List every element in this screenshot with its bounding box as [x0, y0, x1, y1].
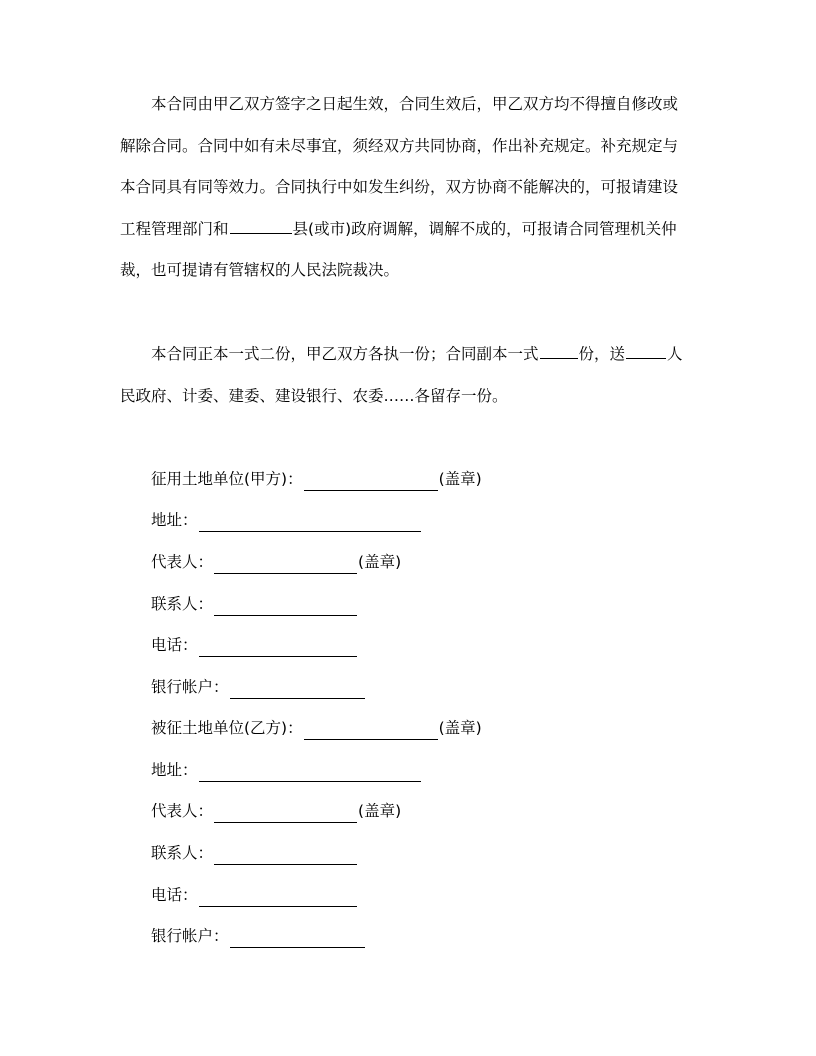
party-a-bank-label: 银行帐户：	[151, 678, 229, 696]
paragraph-line	[120, 334, 696, 376]
party-b-rep-seal-label: (盖章)	[358, 802, 402, 820]
party-b-bank-row	[151, 924, 366, 948]
party-b-address-row	[151, 758, 422, 782]
line-text: 本合同正本一式二份，甲乙双方各执一份；合同副本一式	[151, 345, 539, 363]
line-text: 裁，也可提请有管辖权的人民法院裁决。	[120, 261, 400, 279]
party-a-seal-label: (盖章)	[438, 470, 482, 488]
county-blank[interactable]	[230, 218, 292, 234]
party-a-unit-field[interactable]	[304, 473, 438, 491]
party-b-unit-field[interactable]	[304, 722, 438, 740]
party-b-unit-row	[151, 716, 482, 740]
paragraph-line	[120, 250, 696, 292]
party-b-rep-label: 代表人：	[151, 802, 214, 820]
line-text: 本合同具有同等效力。合同执行中如发生纠纷，双方协商不能解决的，可报请建设	[120, 178, 679, 196]
party-a-address-field[interactable]	[199, 514, 421, 532]
party-b-phone-field[interactable]	[199, 889, 357, 907]
line-text: 份，送	[578, 345, 626, 363]
line-text: 工程管理部门和	[120, 219, 229, 238]
recipient-blank[interactable]	[626, 343, 666, 359]
line-text: 县(或市)政府调解，调解不成的，可报请合同管理机关仲	[292, 219, 677, 238]
party-b-unit-label: 被征土地单位(乙方)：	[151, 719, 303, 737]
copies-clause-paragraph	[120, 334, 696, 417]
line-text: 解除合同。合同中如有未尽事宜，须经双方共同协商，作出补充规定。补充规定与	[120, 136, 679, 155]
party-a-rep-field[interactable]	[214, 556, 357, 574]
effect-clause-paragraph	[120, 84, 696, 292]
copies-count-blank[interactable]	[540, 343, 578, 359]
party-a-address-row	[151, 508, 422, 532]
line-text: 人	[667, 345, 683, 363]
party-b-bank-label: 银行帐户：	[151, 927, 229, 945]
party-a-phone-field[interactable]	[199, 639, 357, 657]
party-a-bank-row	[151, 675, 366, 699]
party-b-bank-field[interactable]	[230, 930, 365, 948]
line-text: 民政府、计委、建委、建设银行、农委……各留存一份。	[120, 386, 508, 405]
party-a-contact-field[interactable]	[214, 598, 357, 616]
party-a-rep-label: 代表人：	[151, 553, 214, 571]
party-a-unit-row	[151, 467, 482, 491]
line-text: 本合同由甲乙双方签字之日起生效，合同生效后，甲乙双方均不得擅自修改或	[151, 95, 679, 113]
party-a-contact-label: 联系人：	[151, 595, 214, 613]
party-a-phone-label: 电话：	[151, 636, 198, 654]
party-b-contact-label: 联系人：	[151, 844, 214, 862]
paragraph-line	[120, 167, 696, 209]
party-a-contact-row	[151, 592, 358, 616]
party-b-seal-label: (盖章)	[438, 719, 482, 737]
party-b-address-label: 地址：	[151, 761, 198, 779]
party-b-rep-row	[151, 799, 401, 823]
party-b-contact-row	[151, 841, 358, 865]
paragraph-line	[120, 84, 696, 126]
party-b-phone-label: 电话：	[151, 886, 198, 904]
party-a-rep-row	[151, 550, 401, 574]
paragraph-line	[120, 209, 696, 251]
party-a-unit-label: 征用土地单位(甲方)：	[151, 470, 303, 488]
party-b-phone-row	[151, 883, 358, 907]
party-b-rep-field[interactable]	[214, 805, 357, 823]
party-b-contact-field[interactable]	[214, 847, 357, 865]
party-a-address-label: 地址：	[151, 511, 198, 529]
paragraph-line	[120, 376, 696, 418]
party-a-bank-field[interactable]	[230, 681, 365, 699]
party-a-phone-row	[151, 633, 358, 657]
paragraph-line	[120, 126, 696, 168]
party-a-rep-seal-label: (盖章)	[358, 553, 402, 571]
party-b-address-field[interactable]	[199, 764, 421, 782]
